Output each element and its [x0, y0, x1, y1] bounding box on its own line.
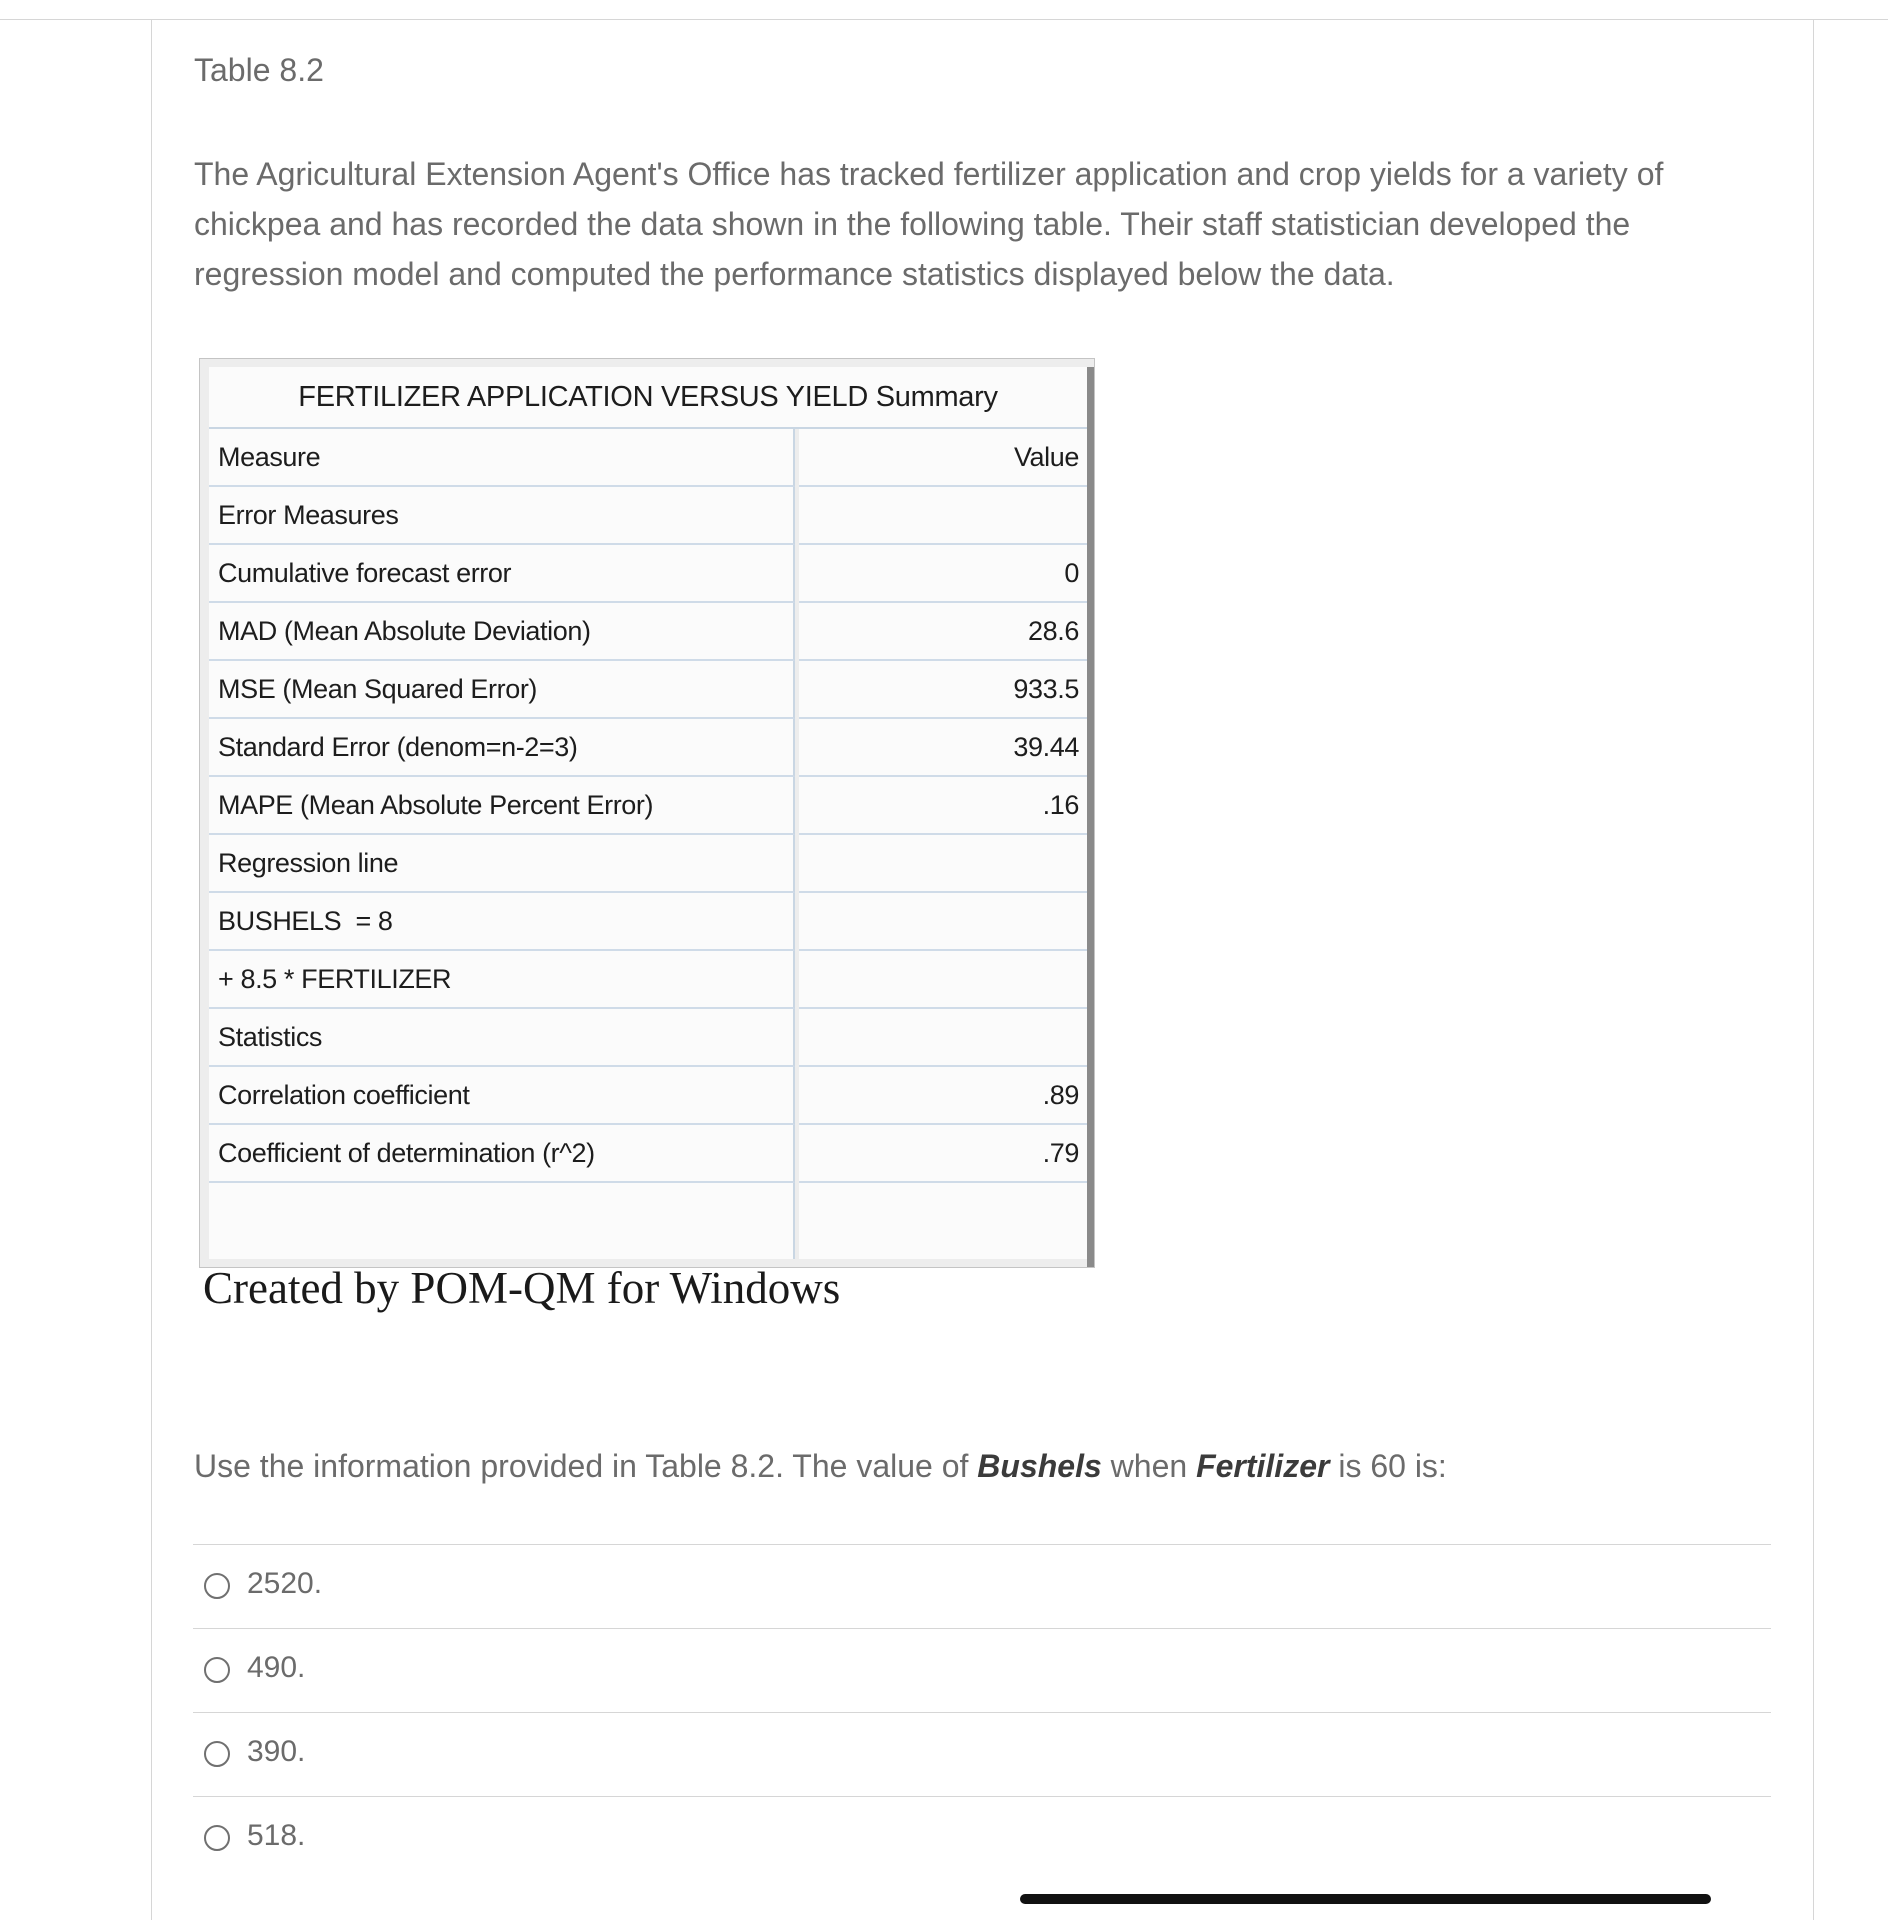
row-measure: MAPE (Mean Absolute Percent Error) [209, 777, 795, 835]
row-measure: MAD (Mean Absolute Deviation) [209, 603, 795, 661]
prompt-text-2: when [1101, 1448, 1197, 1484]
table-row [209, 1125, 1087, 1183]
table-row [209, 719, 1087, 777]
table-row [209, 835, 1087, 893]
row-value: 39.44 [799, 719, 1087, 777]
prompt-text-3: is 60 is: [1329, 1448, 1447, 1484]
table-row [209, 1009, 1087, 1067]
answer-label[interactable]: 390. [247, 1735, 306, 1768]
row-value [799, 487, 1087, 545]
answer-list [193, 1544, 1771, 1880]
summary-table [209, 367, 1087, 1259]
question-title: Table 8.2 [194, 52, 324, 88]
row-value: 28.6 [799, 603, 1087, 661]
right-border [1813, 19, 1814, 1920]
row-measure: Cumulative forecast error [209, 545, 795, 603]
left-border [151, 19, 152, 1920]
row-value: 933.5 [799, 661, 1087, 719]
blank-value [799, 1183, 1087, 1259]
radio-button-icon[interactable] [204, 1741, 230, 1767]
row-value [799, 951, 1087, 1009]
header-measure: Measure [209, 429, 795, 487]
row-value [799, 893, 1087, 951]
blank-measure [209, 1183, 795, 1259]
answer-label[interactable]: 2520. [247, 1567, 323, 1600]
top-divider [0, 19, 1888, 20]
table-header-row [209, 429, 1087, 487]
row-measure: MSE (Mean Squared Error) [209, 661, 795, 719]
prompt-text-1: Use the information provided in Table 8.2. The value of [194, 1448, 978, 1484]
row-measure: Statistics [209, 1009, 795, 1067]
table-row [209, 661, 1087, 719]
row-value: .89 [799, 1067, 1087, 1125]
row-value: .16 [799, 777, 1087, 835]
home-indicator [1020, 1894, 1711, 1904]
table-row [209, 487, 1087, 545]
row-measure: Error Measures [209, 487, 795, 545]
header-value: Value [799, 429, 1087, 487]
radio-button-icon[interactable] [204, 1657, 230, 1683]
prompt-fertilizer: Fertilizer [1196, 1448, 1330, 1484]
answer-option[interactable] [193, 1712, 1771, 1796]
table-row [209, 603, 1087, 661]
row-measure: Coefficient of determination (r^2) [209, 1125, 795, 1183]
table-row [209, 893, 1087, 951]
row-value: 0 [799, 545, 1087, 603]
summary-table-image [199, 358, 1095, 1268]
table-blank-row [209, 1183, 1087, 1259]
row-value [799, 835, 1087, 893]
answer-label[interactable]: 490. [247, 1651, 306, 1684]
table-row [209, 777, 1087, 835]
row-measure: Correlation coefficient [209, 1067, 795, 1125]
row-value: .79 [799, 1125, 1087, 1183]
question-intro: The Agricultural Extension Agent's Office has tracked fertilizer application and crop yields for a variety of chickpea and has recorded the data shown in the following table. Their staff statistician developed the regression model and computed the performance statistics displayed below the data. [194, 156, 1664, 292]
radio-button-icon[interactable] [204, 1825, 230, 1851]
radio-button-icon[interactable] [204, 1573, 230, 1599]
row-measure: BUSHELS = 8 [209, 893, 795, 951]
row-measure: Regression line [209, 835, 795, 893]
prompt-bushels: Bushels [977, 1448, 1102, 1484]
table-title: FERTILIZER APPLICATION VERSUS YIELD Summary [209, 367, 1087, 429]
answer-label[interactable]: 518. [247, 1819, 306, 1852]
answer-option[interactable] [193, 1544, 1771, 1628]
row-measure: + 8.5 * FERTILIZER [209, 951, 795, 1009]
row-measure: Standard Error (denom=n-2=3) [209, 719, 795, 777]
answer-option[interactable] [193, 1628, 1771, 1712]
table-row [209, 1067, 1087, 1125]
question-prompt [194, 1448, 1447, 1485]
table-row [209, 545, 1087, 603]
table-caption: Created by POM-QM for Windows [203, 1263, 841, 1313]
table-row [209, 951, 1087, 1009]
answer-option[interactable] [193, 1796, 1771, 1880]
row-value [799, 1009, 1087, 1067]
